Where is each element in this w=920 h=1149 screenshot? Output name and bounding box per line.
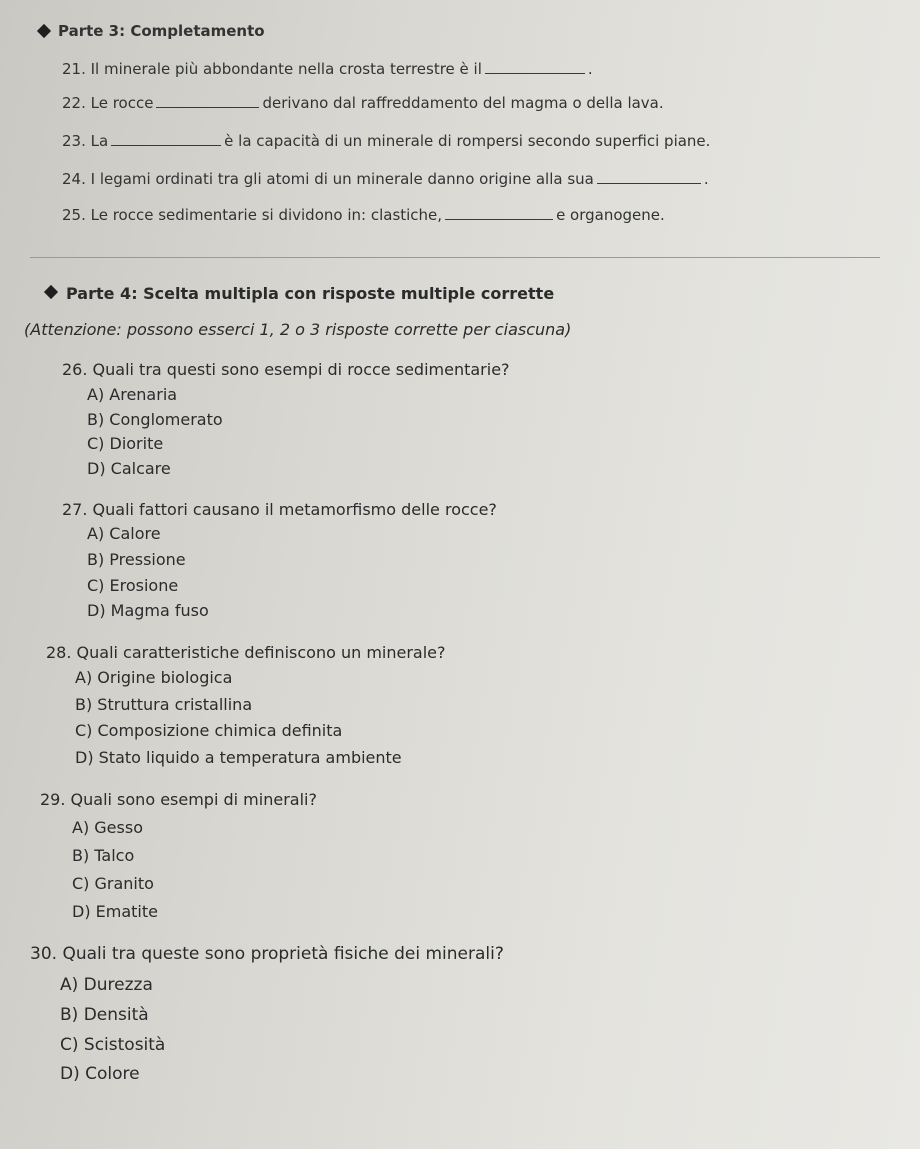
option-27-d[interactable]: D) Magma fuso [87, 601, 209, 620]
question-26: 26. Quali tra questi sono esempi di rocce sedimentarie? [62, 360, 510, 379]
question-27: 27. Quali fattori causano il metamorfismo delle rocce? [62, 500, 497, 519]
fill-item-21 [62, 60, 593, 78]
option-26-b[interactable]: B) Conglomerato [87, 410, 223, 429]
part4-note: (Attenzione: possono esserci 1, 2 o 3 risposte corrette per ciascuna) [24, 320, 572, 339]
option-27-a[interactable]: A) Calore [87, 524, 161, 543]
item-text: 22. Le rocce [62, 94, 154, 112]
item-text: 21. Il minerale più abbondante nella crosta terrestre è il [62, 60, 482, 78]
answer-blank[interactable] [111, 133, 221, 146]
option-28-c[interactable]: C) Composizione chimica definita [75, 721, 343, 740]
item-text: derivano dal raffreddamento del magma o della lava. [262, 94, 664, 112]
item-text: . [587, 60, 593, 78]
item-text: 24. I legami ordinati tra gli atomi di un minerale danno origine alla sua [62, 170, 594, 188]
item-text: e organogene. [556, 206, 665, 224]
question-29: 29. Quali sono esempi di minerali? [40, 790, 317, 809]
option-28-b[interactable]: B) Struttura cristallina [75, 695, 253, 714]
answer-blank[interactable] [597, 171, 701, 184]
item-text: 23. La [62, 132, 109, 150]
option-26-a[interactable]: A) Arenaria [87, 385, 178, 404]
option-29-b[interactable]: B) Talco [72, 846, 135, 865]
option-26-d[interactable]: D) Calcare [87, 459, 171, 478]
question-28: 28. Quali caratteristiche definiscono un minerale? [46, 643, 446, 662]
fill-item-22 [62, 94, 664, 112]
bullet-diamond-icon [44, 285, 58, 299]
option-27-b[interactable]: B) Pressione [87, 550, 186, 569]
option-30-b[interactable]: B) Densità [60, 1005, 149, 1025]
option-30-a[interactable]: A) Durezza [60, 975, 153, 995]
option-29-c[interactable]: C) Granito [72, 874, 154, 893]
part4-title: Parte 4: Scelta multipla con risposte multiple corrette [66, 284, 555, 303]
fill-item-24 [62, 170, 709, 188]
part3-title: Parte 3: Completamento [58, 22, 265, 40]
answer-blank[interactable] [156, 95, 259, 108]
option-28-a[interactable]: A) Origine biologica [75, 668, 233, 687]
item-text: . [703, 170, 709, 188]
bullet-diamond-icon [37, 24, 51, 38]
answer-blank[interactable] [485, 61, 585, 74]
option-26-c[interactable]: C) Diorite [87, 434, 164, 453]
option-27-c[interactable]: C) Erosione [87, 576, 179, 595]
section-divider [30, 257, 880, 258]
question-30: 30. Quali tra queste sono proprietà fisiche dei minerali? [30, 944, 504, 964]
answer-blank[interactable] [445, 207, 553, 220]
option-29-d[interactable]: D) Ematite [72, 902, 158, 921]
option-28-d[interactable]: D) Stato liquido a temperatura ambiente [75, 748, 402, 767]
fill-item-25 [62, 206, 665, 224]
fill-item-23 [62, 132, 710, 150]
option-30-d[interactable]: D) Colore [60, 1064, 140, 1084]
option-29-a[interactable]: A) Gesso [72, 818, 143, 837]
item-text: 25. Le rocce sedimentarie si dividono in: clastiche, [62, 206, 443, 224]
option-30-c[interactable]: C) Scistosità [60, 1035, 166, 1055]
item-text: è la capacità di un minerale di rompersi secondo superfici piane. [224, 132, 711, 150]
